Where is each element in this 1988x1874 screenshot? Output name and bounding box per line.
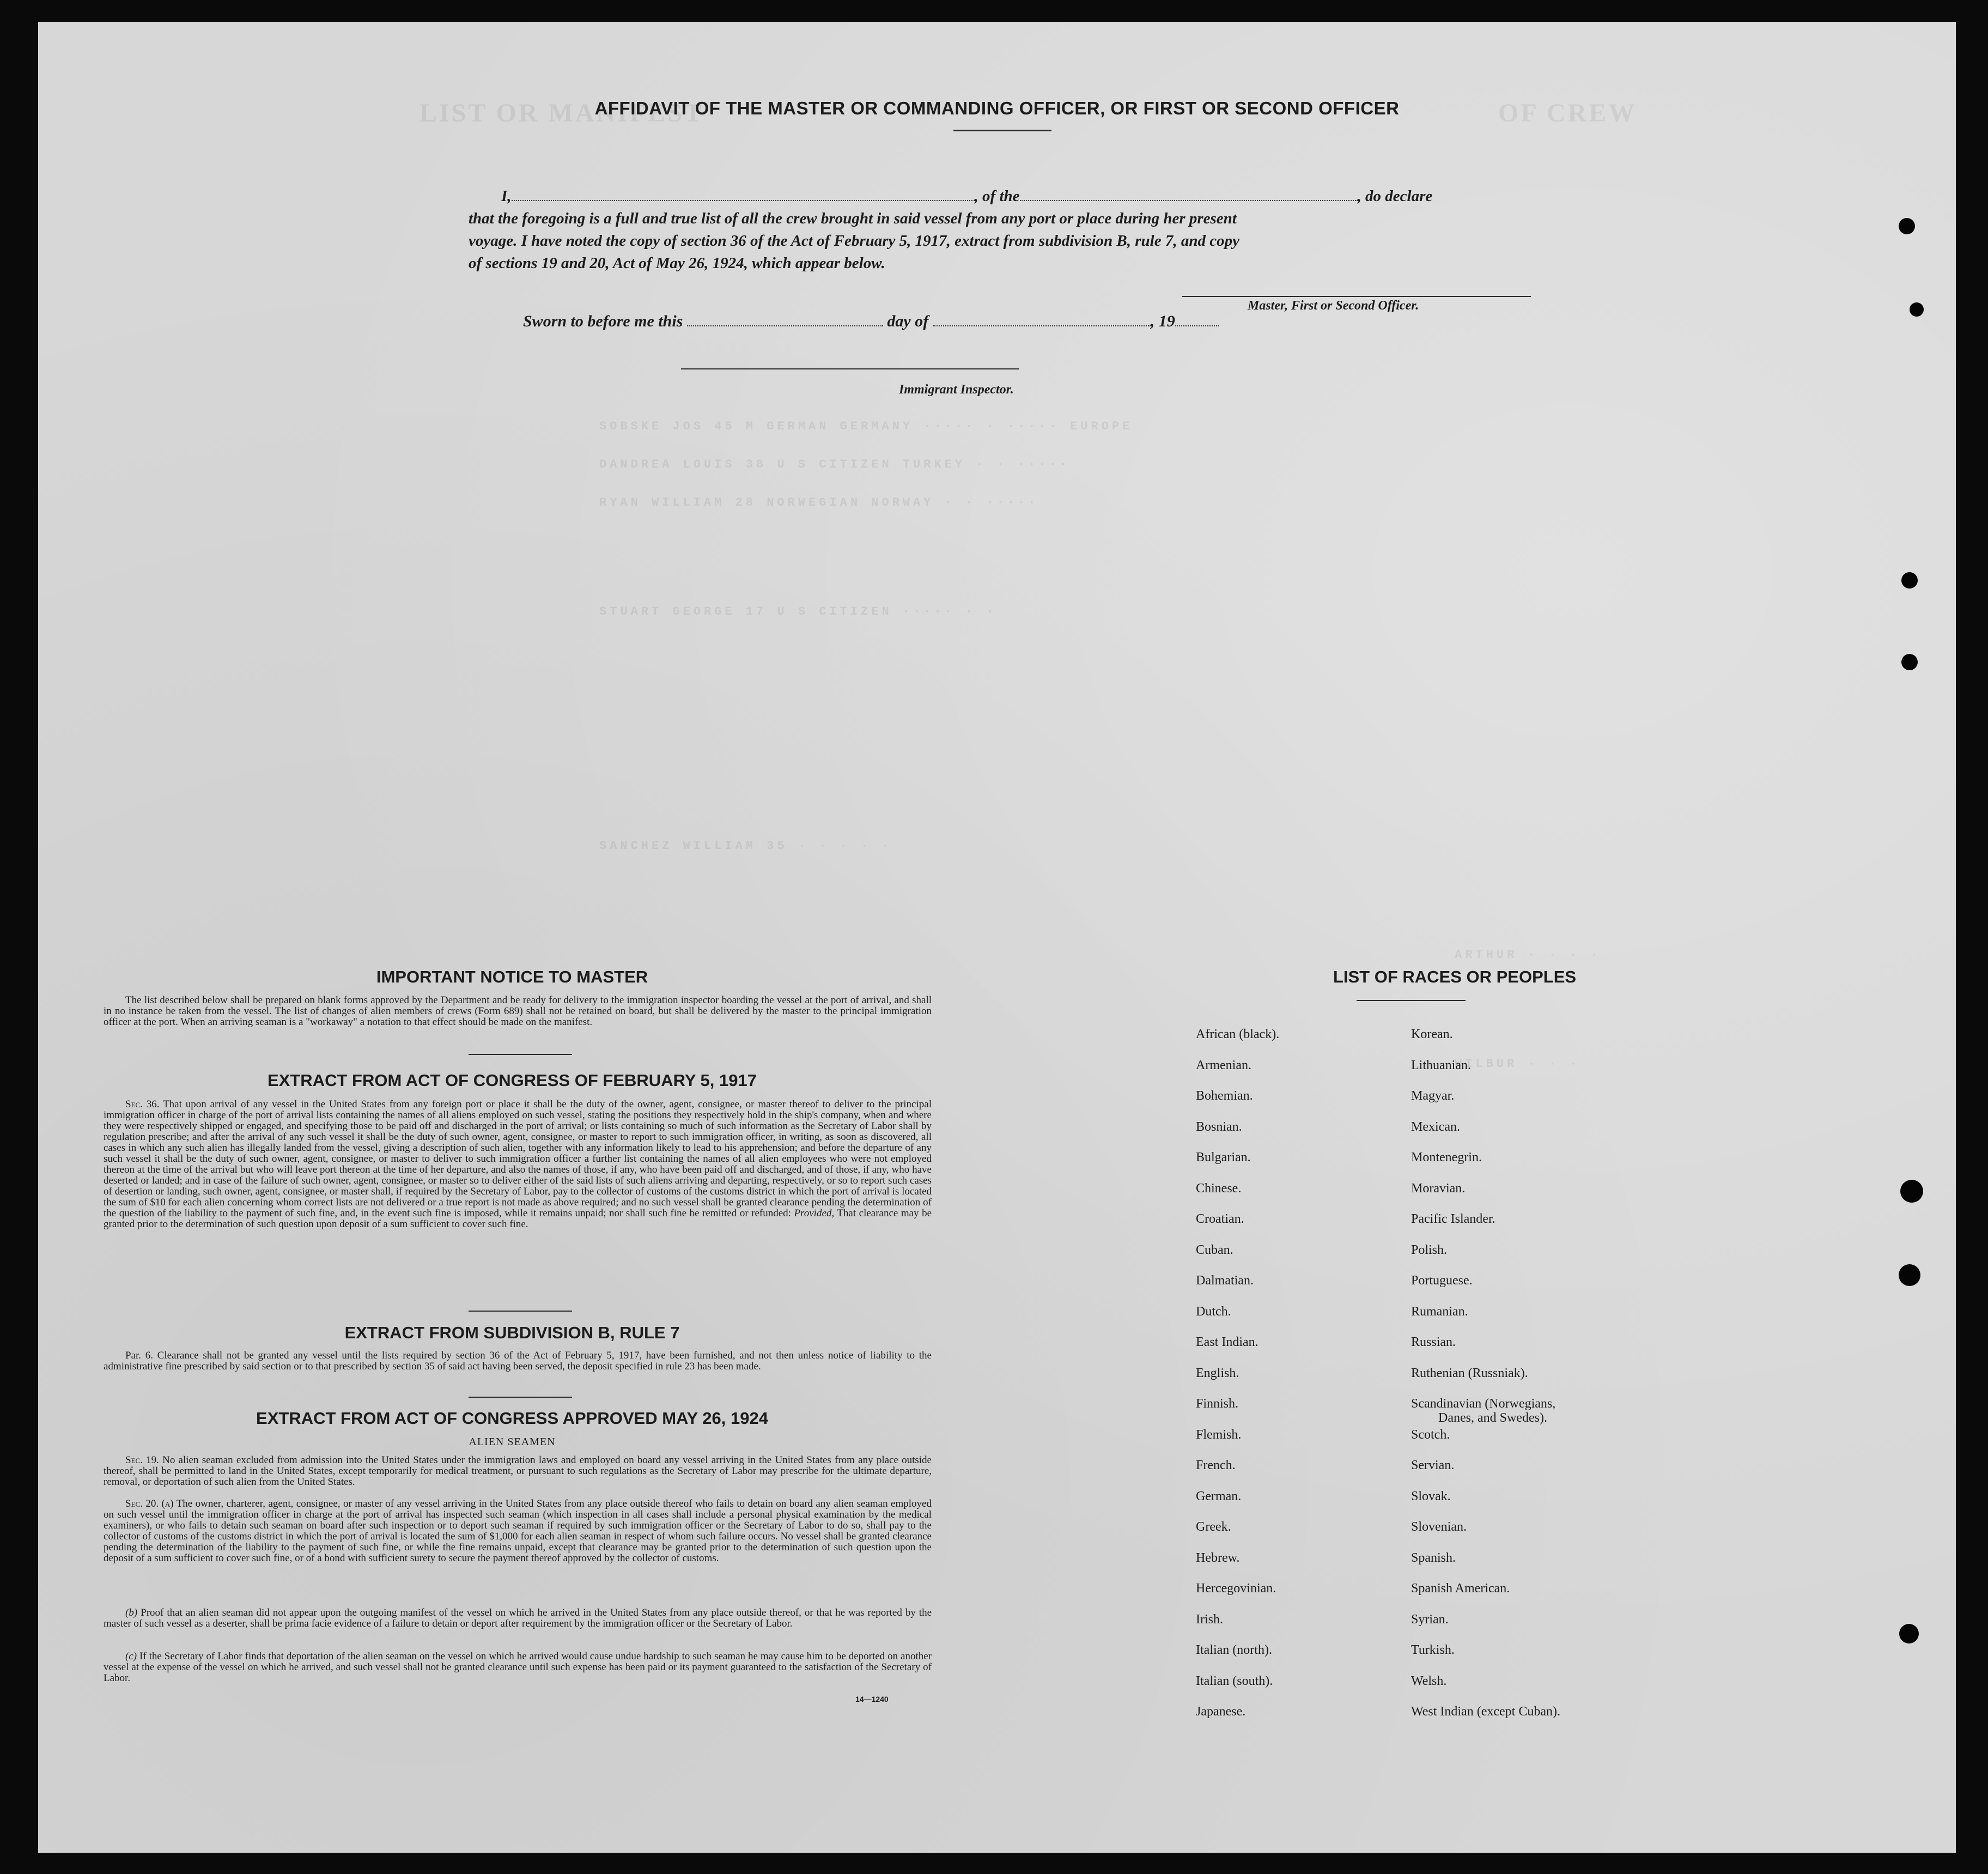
sworn-line [523,311,1219,331]
declaration-line-3: voyage. I have noted the copy of section 36 of the Act of February 5, 1917, extract from subdivision B, rule 7, and copy [469,232,1239,250]
sec-20b-body: Proof that an alien seaman did not appear upon the outgoing manifest of the vessel on which he arrived in the United States from any place outside thereof, or that he was reported by the master of such vessel as a deserter, shall be prima facie evidence of a failure to detain or deport after requirement by the immigration officer or the Secretary of Labor. [104,1607,932,1629]
affidavit-title: AFFIDAVIT OF THE MASTER OR COMMANDING OFFICER, OR FIRST OR SECOND OFFICER [594,98,1400,118]
race-item: Lithuanian. [1411,1058,1471,1072]
race-item: Croatian. [1196,1212,1244,1226]
race-item: Finnish. [1196,1397,1239,1411]
bleed-through: SOBSKE JOS 45 M GERMAN GERMANY ····· · ····· EUROPE [599,420,1133,433]
race-item: Italian (south). [1196,1673,1273,1688]
bleed-through: WILBUR · · · [1455,1057,1580,1071]
inspector-signature-line[interactable] [681,368,1019,369]
i-label: I, [501,187,512,205]
punch-hole [1901,572,1918,589]
sec-20c-label: (c) [125,1651,137,1662]
sec-19-text [104,1455,932,1488]
race-item: Korean. [1411,1027,1453,1041]
race-item: Armenian. [1196,1058,1251,1072]
section-divider [469,1397,572,1398]
rule7-text: Par. 6. Clearance shall not be granted any vessel until the lists required by section 36 of the Act of February 5, 1917, have been furnished, and not then unless notice of liability to the administrative fine prescribed by said section or to that prescribed by section 35 of said act having been served, the deposit specified in rule 23 has been made. [104,1350,932,1372]
race-item: Syrian. [1411,1612,1449,1627]
sec-20a-text [104,1499,932,1564]
race-item: Polish. [1411,1242,1448,1257]
section-divider [469,1054,572,1055]
form-number: 14—1240 [855,1695,889,1703]
alien-seamen-subtitle: ALIEN SEAMEN [469,1436,556,1448]
race-item: Italian (north). [1196,1643,1272,1657]
sec-19-body: No alien seaman excluded from admission into the United States under the immigration laws and employed on board any vessel arriving in the United States from any place outside thereof, shall be permitted to land in the United States, except temporarily for medical treatment, or pursuant to such regulations as the Secretary of Labor may prescribe for the ultimate departure, removal, or deportation of such alien from the United States. [104,1454,932,1488]
race-item: Mexican. [1411,1119,1460,1134]
race-item: West Indian (except Cuban). [1411,1705,1560,1719]
notice-text: The list described below shall be prepared on blank forms approved by the Department and be ready for delivery to the immigration inspector boarding the vessel at the port of arrival, and shall in no instance be taken from the vessel. The list of changes of alien members of crews (Form 689) shall not be retained on board, but shall be delivered by the master to the principal immigration officer at the port. When an arriving seaman is a "workaway" a notation to that effect should be made on the manifest. [104,994,932,1028]
race-item: Turkish. [1411,1643,1455,1657]
race-item: Russian. [1411,1335,1456,1349]
notice-title: IMPORTANT NOTICE TO MASTER [376,967,648,986]
punch-hole [1899,218,1915,234]
race-item: Servian. [1411,1458,1455,1472]
race-item: Moravian. [1411,1181,1466,1196]
race-item: African (black). [1196,1027,1280,1041]
race-item: Danes, and Swedes). [1438,1411,1547,1425]
extract-1917-title: EXTRACT FROM ACT OF CONGRESS OF FEBRUARY 5, 1917 [268,1071,757,1090]
sec-36-label: Sec. 36. [125,1099,160,1110]
race-item: Scotch. [1411,1427,1450,1442]
sec-20b-label: (b) [125,1607,138,1618]
provided-label: Provided, [794,1208,835,1219]
race-item: Cuban. [1196,1242,1233,1257]
race-item: Flemish. [1196,1427,1242,1442]
race-item: East Indian. [1196,1335,1259,1349]
race-item: English. [1196,1366,1239,1380]
vessel-field[interactable] [1020,186,1358,201]
sworn-month-field[interactable] [933,311,1151,326]
race-item: Magyar. [1411,1089,1455,1103]
race-item: Spanish American. [1411,1581,1510,1596]
race-item: French. [1196,1458,1236,1472]
race-item: Pacific Islander. [1411,1212,1495,1226]
sec-36-body: That upon arrival of any vessel in the United States from any foreign port or place it shall be the duty of the owner, agent, consignee, or master thereof to deliver to the principal immigration officer in charge of the port of arrival lists containing the names of all aliens employed on such vessel, stating the positions they respectively hold in the ship's company, when and where they were respectively shipped or engaged, and specifying those to be paid off and discharged in the port of arrival; or lists containing so much of such information as the Secretary of Labor shall by regulation prescribe; and after the arrival of any such vessel it shall be the duty of such owner, agent, consignee, or master to report to such immigration officer, in writing, as soon as discovered, all cases in which any such alien has illegally landed from the vessel, giving a description of such alien, together with any information likely to lead to his apprehension; and before the departure of any such vessel it shall be the duty of such owner, agent, consignee, or master to deliver to such immigration officer a further list containing the names of all alien employees who were not employed thereon at the time of the arrival but who will leave port thereon at the time of her departure, and also the names of those, if any, who have been paid off and discharged, and of those, if any, who have deserted or landed; and in case of the failure of such owner, agent, consignee, or master so to deliver either of the said lists of such aliens arriving and departing, respectively, or so to report such cases of desertion or landing, such owner, agent, consignee, or master shall, if required by the Secretary of Labor, pay to the collector of customs of the customs district in which the port of arrival is located the sum of $10 for each alien concerning whom correct lists are not delivered or a true report is not made as above required; and no such vessel shall be granted clearance pending the determination of the question of the liability to the payment of such fine, and, in the event such fine is imposed, while it remains unpaid; nor shall such fine be remitted or refunded: [104,1099,932,1219]
sec-20a-body: The owner, charterer, agent, consignee, or master of any vessel arriving in the United States from any place outside thereof who fails to detain on board any alien seaman employed on such vessel until the immigration officer in charge at the port of arrival has inspected such seaman (which inspection in all cases shall include a personal physical examination by the medical examiners), or who fails to detain such seaman on board after such inspection or to deport such seaman if required by such immigration officer or the Secretary of Labor to do so, shall pay to the collector of customs of the customs district in which the port of arrival is located the sum of $1,000 for each alien seaman in respect of whom such failure occurs. No vessel shall be granted clearance pending the determination of the liability to the payment of such fine, or while the fine remains unpaid, except that clearance may be granted prior to the determination of such question upon the deposit of a sum sufficient to cover such fine, or of a bond with sufficient surety to secure the payment thereof approved by the collector of customs. [104,1498,932,1564]
race-item: German. [1196,1489,1242,1503]
race-item: Ruthenian (Russniak). [1411,1366,1528,1380]
name-field[interactable] [512,186,975,201]
punch-hole [1901,654,1918,670]
punch-hole [1899,1264,1920,1286]
race-item: Hebrew. [1196,1550,1240,1565]
of-the-label: , of the [974,187,1020,205]
day-of-label: day of [887,312,929,330]
punch-hole [1900,1180,1923,1203]
rule7-title: EXTRACT FROM SUBDIVISION B, RULE 7 [344,1323,680,1342]
sworn-year-field[interactable] [1175,311,1219,326]
race-item: Bulgarian. [1196,1150,1251,1165]
race-item: Portuguese. [1411,1273,1473,1288]
declaration-line-1 [469,185,1574,208]
sec-19-label: Sec. 19. [125,1454,159,1466]
race-item: Hercegovinian. [1196,1581,1276,1596]
race-item: Dalmatian. [1196,1273,1254,1288]
bleed-through: ARTHUR · · · · [1455,948,1601,962]
race-item: Irish. [1196,1612,1223,1627]
bleed-through: OF CREW [1498,99,1637,128]
bleed-through: STUART GEORGE 17 U S CITIZEN ····· · · [599,605,997,618]
punch-hole [1910,302,1924,317]
race-item: Slovenian. [1411,1520,1467,1534]
race-item: Bohemian. [1196,1089,1253,1103]
year-label: , 19 [1150,312,1175,330]
do-declare-label: , do declare [1357,187,1433,205]
declaration-line-4: of sections 19 and 20, Act of May 26, 1924, which appear below. [469,254,885,272]
sworn-day-field[interactable] [687,311,883,326]
extract-1917-text [104,1099,932,1230]
title-rule [953,130,1051,131]
sec-20c-text [104,1651,932,1684]
race-item: Dutch. [1196,1304,1231,1319]
bleed-through: LIST OR MANIFEST [420,99,704,128]
declaration [469,185,1574,275]
inspector-signature-label: Immigrant Inspector. [899,383,1014,397]
race-item: Japanese. [1196,1705,1246,1719]
master-signature-label: Master, First or Second Officer. [1248,299,1419,313]
declaration-line-2: that the foregoing is a full and true list of all the crew brought in said vessel from any port or place during her present [469,210,1237,227]
sworn-label: Sworn to before me this [523,312,683,330]
bleed-through: RYAN WILLIAM 28 NORWEGIAN NORWAY · · ····· [599,496,1039,510]
race-item: Montenegrin. [1411,1150,1482,1165]
race-item: Scandinavian (Norwegians, [1411,1397,1556,1411]
sec-20c-body: If the Secretary of Labor finds that deportation of the alien seaman on the vessel on which he arrived would cause undue hardship to such seaman he may cause him to be deported on another vessel at the expense of the vessel on which he arrived, and such vessel shall not be granted clearance until such expense has been paid or its payment guaranteed to the satisfaction of the Secretary of Labor. [104,1651,932,1684]
race-item: Bosnian. [1196,1119,1242,1134]
races-title: LIST OF RACES OR PEOPLES [1333,967,1577,986]
race-item: Greek. [1196,1520,1231,1534]
section-divider [469,1311,572,1312]
race-item: Chinese. [1196,1181,1242,1196]
race-item: Welsh. [1411,1673,1447,1688]
extract-1924-title: EXTRACT FROM ACT OF CONGRESS APPROVED MAY 26, 1924 [256,1409,768,1428]
document-page [38,22,1956,1853]
race-item: Spanish. [1411,1550,1456,1565]
race-item: Rumanian. [1411,1304,1468,1319]
master-signature-line[interactable] [1182,296,1531,297]
races-title-rule [1357,1000,1466,1001]
sec-20-label: Sec. 20. (a) [125,1498,174,1509]
race-item: Slovak. [1411,1489,1451,1503]
sec-36-proviso: That clearance may be granted prior to the determination of such question upon deposit of a sum sufficient to cover such fine. [104,1208,932,1230]
bleed-through: DANDREA LOUIS 38 U S CITIZEN TURKEY · · ····· [599,458,1071,471]
bleed-through: SANCHEZ WILLIAM 35 · · · · · [599,839,892,853]
punch-hole [1899,1624,1919,1643]
sec-20b-text [104,1608,932,1629]
